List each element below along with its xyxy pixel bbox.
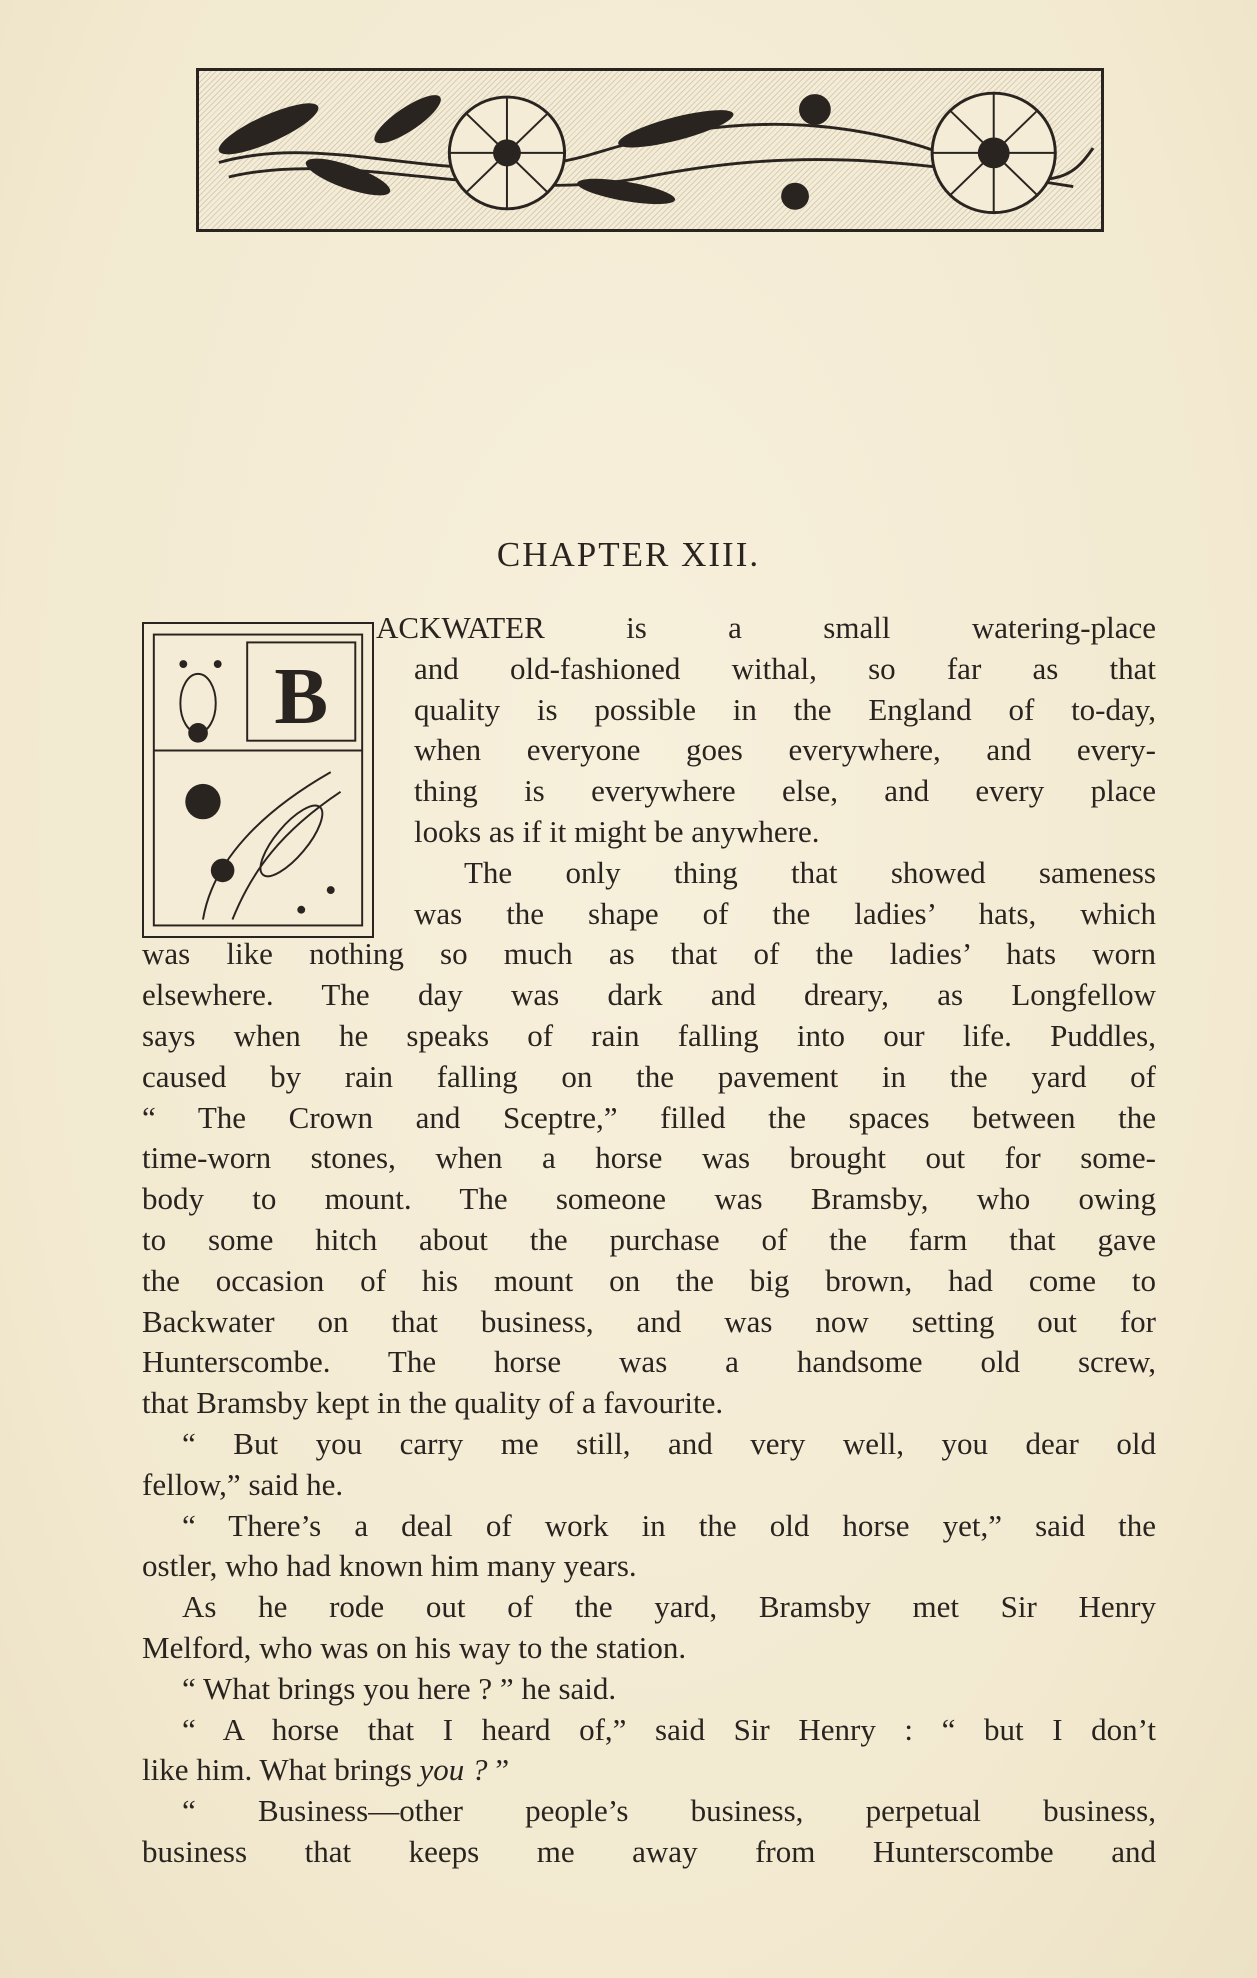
text-line: and old-fashioned withal, so far as that xyxy=(414,650,1156,686)
text-line xyxy=(142,1750,1156,1791)
text-line: “ A horse that I heard of,” said Sir Henry : “ but I don’t xyxy=(182,1711,1156,1747)
text-line: “ There’s a deal of work in the old horse yet,” said the xyxy=(182,1507,1156,1543)
text-line: ACKWATER is a small watering-place xyxy=(376,610,1156,645)
text-line: was the shape of the ladies’ hats, which xyxy=(414,895,1156,931)
italic-you: you ? xyxy=(419,1752,488,1788)
text-line: Melford, who was on his way to the station. xyxy=(142,1629,687,1665)
text-line: caused by rain falling on the pavement in the yard of xyxy=(142,1058,1156,1094)
text-line: that Bramsby kept in the quality of a favourite. xyxy=(142,1385,724,1421)
text-line: time-worn stones, when a horse was brought out for some- xyxy=(142,1140,1156,1176)
text-line: business that keeps me away from Hunterscombe and xyxy=(142,1833,1156,1869)
text-line: thing is everywhere else, and every place xyxy=(414,773,1156,809)
text-line: ostler, who had known him many years. xyxy=(142,1548,637,1584)
decorative-headpiece xyxy=(196,68,1104,232)
flower-vine-ornament-icon xyxy=(199,71,1101,229)
text-line: the occasion of his mount on the big brown, had come to xyxy=(142,1262,1156,1298)
text-line: to some hitch about the purchase of the farm that gave xyxy=(142,1221,1156,1257)
text-line: when everyone goes everywhere, and every- xyxy=(414,732,1156,768)
text-line: “ The Crown and Sceptre,” filled the spaces between the xyxy=(142,1099,1156,1135)
text-line: Hunterscombe. The horse was a handsome old screw, xyxy=(142,1344,1156,1380)
text-line: quality is possible in the England of to-day, xyxy=(414,691,1156,727)
text-line: The only thing that showed sameness xyxy=(464,854,1156,890)
text-fragment: like him. What brings xyxy=(142,1752,412,1788)
text-line: As he rode out of the yard, Bramsby met Sir Henry xyxy=(182,1589,1156,1625)
drop-cap-letter: B xyxy=(274,652,329,741)
chapter-title: CHAPTER XIII. xyxy=(496,535,761,574)
text-line: elsewhere. The day was dark and dreary, as Longfellow xyxy=(142,977,1156,1013)
text-line: “ But you carry me still, and very well, you dear old xyxy=(182,1425,1156,1461)
text-line: fellow,” said he. xyxy=(142,1466,344,1502)
text-line: body to mount. The someone was Bramsby, who owing xyxy=(142,1181,1156,1217)
text-line: looks as if it might be anywhere. xyxy=(414,813,820,849)
text-line: was like nothing so much as that of the ladies’ hats worn xyxy=(142,936,1156,972)
chapter-body xyxy=(142,608,1156,1873)
text-line: “ What brings you here ? ” he said. xyxy=(182,1670,617,1706)
text-line: says when he speaks of rain falling into our life. Puddles, xyxy=(142,1017,1156,1053)
text-line: “ Business—other people’s business, perpetual business, xyxy=(182,1793,1156,1829)
closing-quote: ” xyxy=(487,1752,510,1788)
text-line: Backwater on that business, and was now setting out for xyxy=(142,1303,1156,1339)
